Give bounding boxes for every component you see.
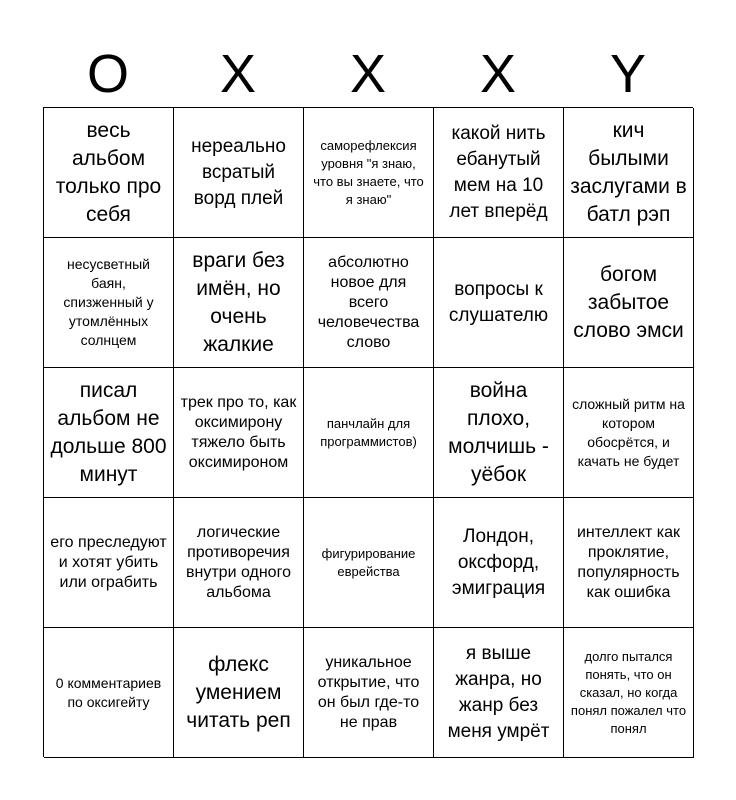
cell-text: панчлайн для программистов) [320, 415, 417, 449]
cell-text: несусветный баян, спизженный у утомлённых солнцем [63, 256, 154, 348]
bingo-cell-r4c5[interactable] [564, 498, 694, 628]
bingo-cell-r3c5[interactable] [564, 368, 694, 498]
bingo-cell-r5c2[interactable] [174, 628, 304, 758]
cell-text: интеллект как проклятие, популярность как ошибка [576, 523, 681, 601]
cell-text: весь альбом только про себя [55, 118, 162, 226]
bingo-cell-r1c4[interactable] [434, 108, 564, 238]
cell-text: абсолютно новое для всего человечества слово [317, 253, 420, 351]
cell-text: долго пытался понять, что он сказал, но когда понял пожалел что понял [570, 648, 687, 736]
bingo-cell-r3c4[interactable] [434, 368, 564, 498]
cell-text: война плохо, молчишь - уёбок [448, 378, 549, 486]
bingo-cell-r5c3[interactable] [304, 628, 434, 758]
bingo-cell-r1c3[interactable] [304, 108, 434, 238]
cell-text: сложный ритм на котором обосрётся, и качать не будет [572, 395, 685, 469]
cell-text: его преследуют и хотят убить или ограбить [50, 533, 167, 591]
cell-text: фигурирование еврейства [321, 545, 416, 579]
bingo-cell-r2c2[interactable] [174, 238, 304, 368]
cell-text: писал альбом не дольше 800 минут [50, 378, 167, 486]
cell-text: логические противоречия внутри одного альбома [186, 523, 291, 601]
cell-text: уникальное открытие, что он был где-то не прав [317, 653, 420, 731]
bingo-cell-r2c4[interactable] [434, 238, 564, 368]
bingo-cell-r1c2[interactable] [174, 108, 304, 238]
bingo-cell-r4c3[interactable] [304, 498, 434, 628]
cell-text: трек про то, как оксимирону тяжело быть оксимироном [180, 393, 297, 471]
bingo-cell-r2c3[interactable] [304, 238, 434, 368]
cell-text: нереально всратый ворд плей [191, 135, 286, 209]
bingo-cell-r3c3[interactable] [304, 368, 434, 498]
bingo-cell-r2c1[interactable] [44, 238, 174, 368]
cell-text: какой нить ебанутый мем на 10 лет вперёд [449, 122, 548, 222]
cell-text: кич былыми заслугами в батл рэп [570, 118, 687, 226]
bingo-board [43, 107, 693, 757]
header-letter-4: X [479, 44, 517, 104]
cell-text: 0 комментариев по оксигейту [55, 674, 162, 710]
cell-text: Лондон, оксфорд, эмиграция [451, 525, 546, 599]
bingo-cell-r1c1[interactable] [44, 108, 174, 238]
bingo-cell-r3c1[interactable] [44, 368, 174, 498]
bingo-cell-r3c2[interactable] [174, 368, 304, 498]
bingo-cell-r5c5[interactable] [564, 628, 694, 758]
cell-text: вопросы к слушателю [448, 278, 549, 326]
cell-text: враги без имён, но очень жалкие [192, 248, 285, 356]
bingo-cell-r4c2[interactable] [174, 498, 304, 628]
bingo-cell-r4c1[interactable] [44, 498, 174, 628]
header-letter-2: X [219, 44, 257, 104]
header-letter-3: X [349, 44, 387, 104]
bingo-cell-r5c1[interactable] [44, 628, 174, 758]
cell-text: богом забытое слово эмси [573, 262, 684, 342]
cell-text: саморефлексия уровня "я знаю, что вы знаете, что я знаю" [313, 137, 424, 207]
header-letter-5: Y [609, 44, 647, 104]
cell-text: флекс умением читать реп [186, 652, 291, 732]
bingo-cell-r2c5[interactable] [564, 238, 694, 368]
bingo-cell-r4c4[interactable] [434, 498, 564, 628]
header-letter-1: O [86, 44, 129, 104]
cell-text: я выше жанра, но жанр без меня умрёт [447, 642, 550, 742]
bingo-cell-r5c4[interactable] [434, 628, 564, 758]
bingo-header [43, 40, 693, 108]
bingo-cell-r1c5[interactable] [564, 108, 694, 238]
